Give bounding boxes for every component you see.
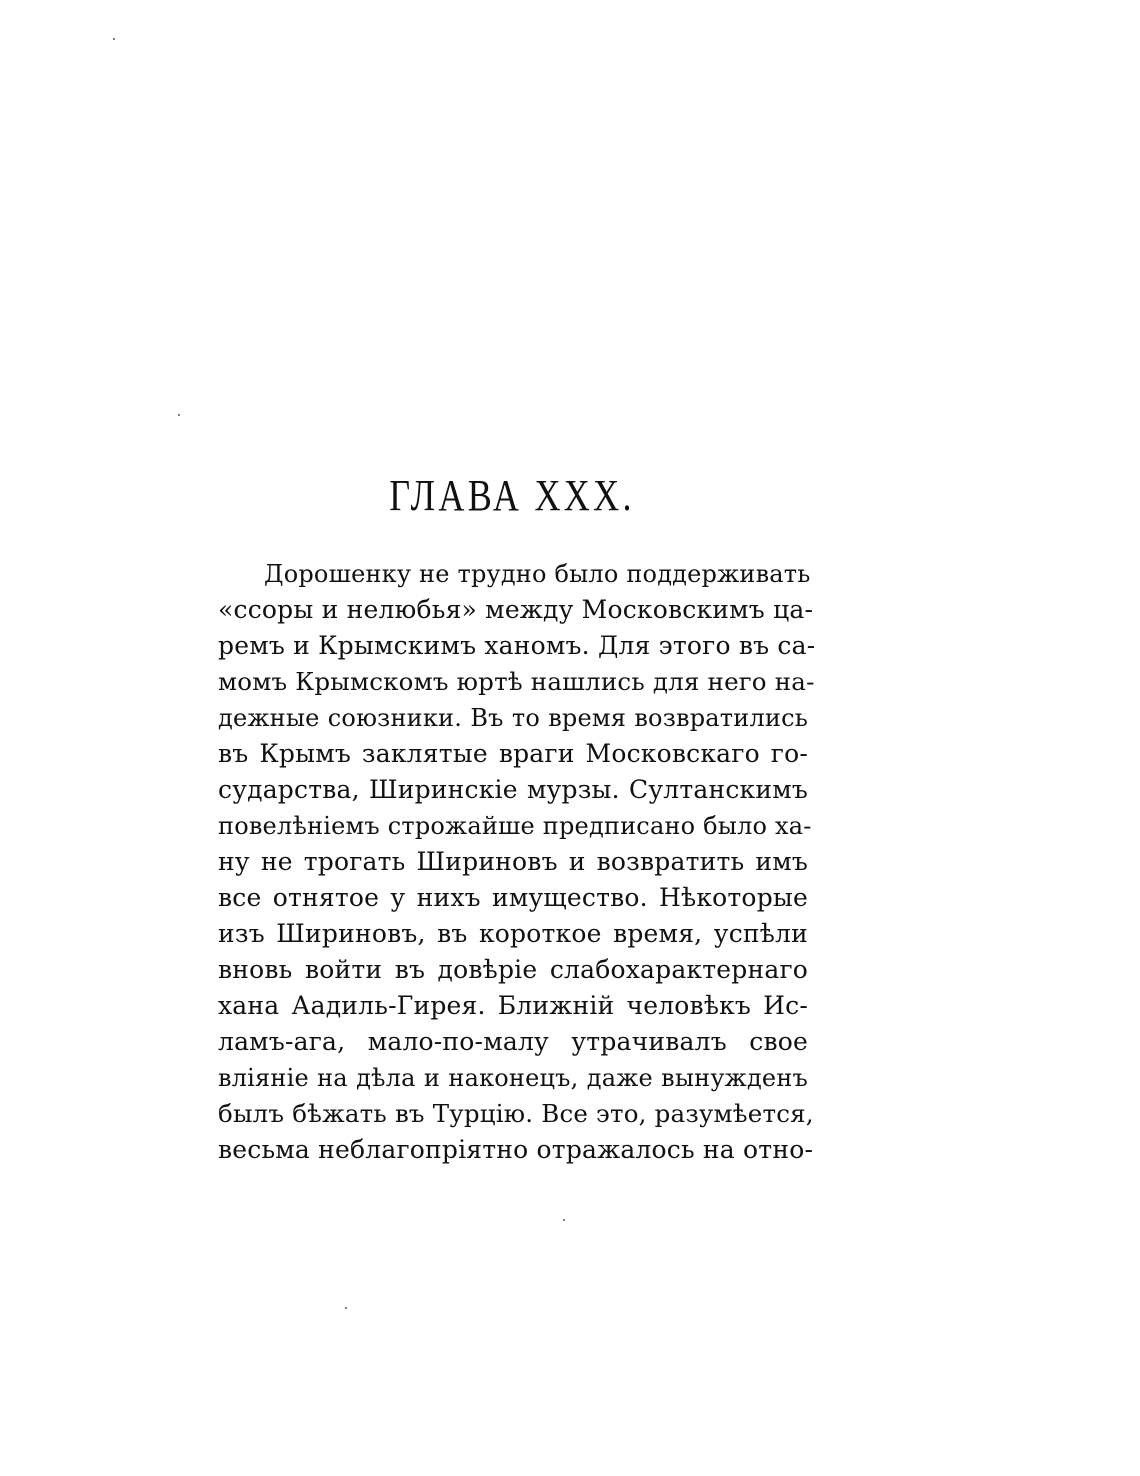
text-line: весьма неблагопріятно отражалось на отно-	[218, 1135, 814, 1164]
text-line: вліяніе на дѣла и наконецъ, даже вынужденъ	[218, 1064, 808, 1092]
body-paragraph	[218, 556, 816, 1168]
scan-speck	[113, 38, 115, 40]
text-line: былъ бѣжать въ Турцію. Все это, разумѣется,	[218, 1099, 814, 1128]
text-line: повелѣніемъ строжайше предписано было ха-	[218, 812, 812, 840]
text-line: ламъ-ага, мало-по-малу утрачивалъ свое	[218, 1027, 808, 1056]
text-line: все отнятое у нихъ имущество. Нѣкоторые	[218, 883, 808, 912]
text-line: сударства, Ширинскіе мурзы. Султанскимъ	[218, 775, 808, 804]
text-line: изъ Шириновъ, въ короткое время, успѣли	[218, 919, 808, 948]
scan-speck	[345, 1307, 347, 1309]
text-line: вновь войти въ довѣріе слабохарактернаго	[218, 955, 808, 984]
text-line: момъ Крымскомъ юртѣ нашлись для него на-	[218, 667, 815, 696]
chapter-title: ГЛАВА XXX.	[389, 471, 635, 520]
text-line: хана Аадиль-Гирея. Ближній человѣкъ Ис-	[218, 991, 808, 1020]
text-line: «ссоры и нелюбья» между Московскимъ ца-	[218, 595, 814, 624]
scan-speck	[178, 414, 180, 416]
text-line: въ Крымъ заклятые враги Московскаго го-	[218, 739, 808, 768]
text-line: ремъ и Крымскимъ ханомъ. Для этого въ са-	[218, 631, 816, 660]
scan-speck	[563, 1219, 565, 1221]
text-line: Дорошенку не трудно было поддерживать	[264, 560, 811, 588]
text-line: дежные союзники. Въ то время возвратились	[218, 704, 808, 732]
text-line: ну не трогать Шириновъ и возвратить имъ	[218, 847, 808, 876]
